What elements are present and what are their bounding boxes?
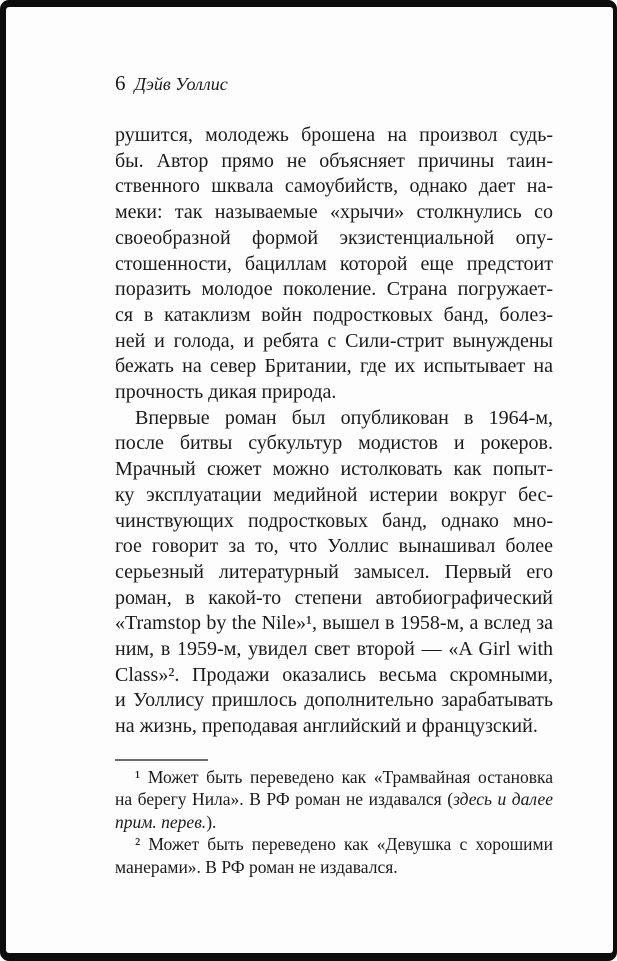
- text-line: Class»². Продажи оказались весьма скромными,: [115, 663, 553, 686]
- body-text: [115, 123, 553, 740]
- footnotes: [115, 766, 553, 878]
- page-number: 6: [115, 71, 126, 95]
- text-line: Впервые роман был опубликован в 1964-м,: [135, 406, 553, 429]
- text-line: [115, 788, 553, 810]
- text-line: роман, в какой-то степени автобиографический: [115, 586, 553, 609]
- text-line: на жизнь, преподавая английский и французский.: [115, 715, 538, 738]
- running-title: Дэйв Уоллис: [134, 74, 228, 94]
- text-line: стошенности, бациллам которой еще предстоит: [115, 252, 553, 275]
- italic-text: здесь и далее: [453, 789, 553, 810]
- text-line: ку эксплуатации медийной истерии вокруг бес-: [115, 483, 553, 506]
- text-line: «Tramstop by the Nile»¹, вышел в 1958-м, а вслед за: [115, 612, 553, 635]
- text-line: Мрачный сюжет можно истолковать как попыт-: [115, 458, 553, 481]
- text-line: бежать на север Британии, где их испытывает на: [115, 355, 553, 378]
- text-line: и Уоллису пришлось дополнительно зарабатывать: [115, 689, 553, 712]
- footnote-separator: [115, 759, 208, 761]
- book-page: [6, 7, 613, 953]
- text-line: ² Может быть переведено как «Девушка с хорошими: [135, 834, 553, 855]
- text-line: прочность дикая природа.: [115, 381, 337, 404]
- text-line: ним, в 1959-м, увидел свет второй — «A Girl with: [115, 638, 553, 661]
- text-line: рушится, молодежь брошена на произвол судь-: [115, 124, 553, 146]
- text-line: бы. Автор прямо не объясняет причины таин-: [115, 149, 553, 172]
- italic-text: прим. перев.: [115, 811, 207, 832]
- text-line: своеобразной формой экзистенциальной опу-: [115, 226, 553, 249]
- text-line: ся в катаклизм войн подростковых банд, болез-: [115, 303, 553, 326]
- text-line: поразить молодое поколение. Страна погружает-: [115, 278, 553, 301]
- text-line: манерами». В РФ роман не издавался.: [115, 856, 398, 877]
- text-line: чинствующих подростковых банд, однако мно-: [115, 509, 553, 532]
- text-line: ней и голода, и ребята с Сили-стрит вынуждены: [115, 329, 553, 352]
- text-line: [115, 811, 553, 833]
- text-line: меки: так называемые «хрычи» столкнулись со: [115, 201, 553, 224]
- text-line: после битвы субкультур модистов и рокеров.: [115, 432, 553, 455]
- text-line: ственного шквала самоубийств, однако дает на-: [115, 175, 553, 198]
- text-segment: ).: [206, 811, 217, 832]
- page-header: [115, 71, 228, 96]
- text-line: ¹ Может быть переведено как «Трамвайная остановка: [135, 767, 553, 787]
- text-line: серьезный литературный замысел. Первый его: [115, 560, 553, 583]
- text-segment: на берегу Нила». В РФ роман не издавался (: [115, 789, 454, 810]
- text-line: гое говорит за то, что Уоллис вынашивал более: [115, 535, 553, 558]
